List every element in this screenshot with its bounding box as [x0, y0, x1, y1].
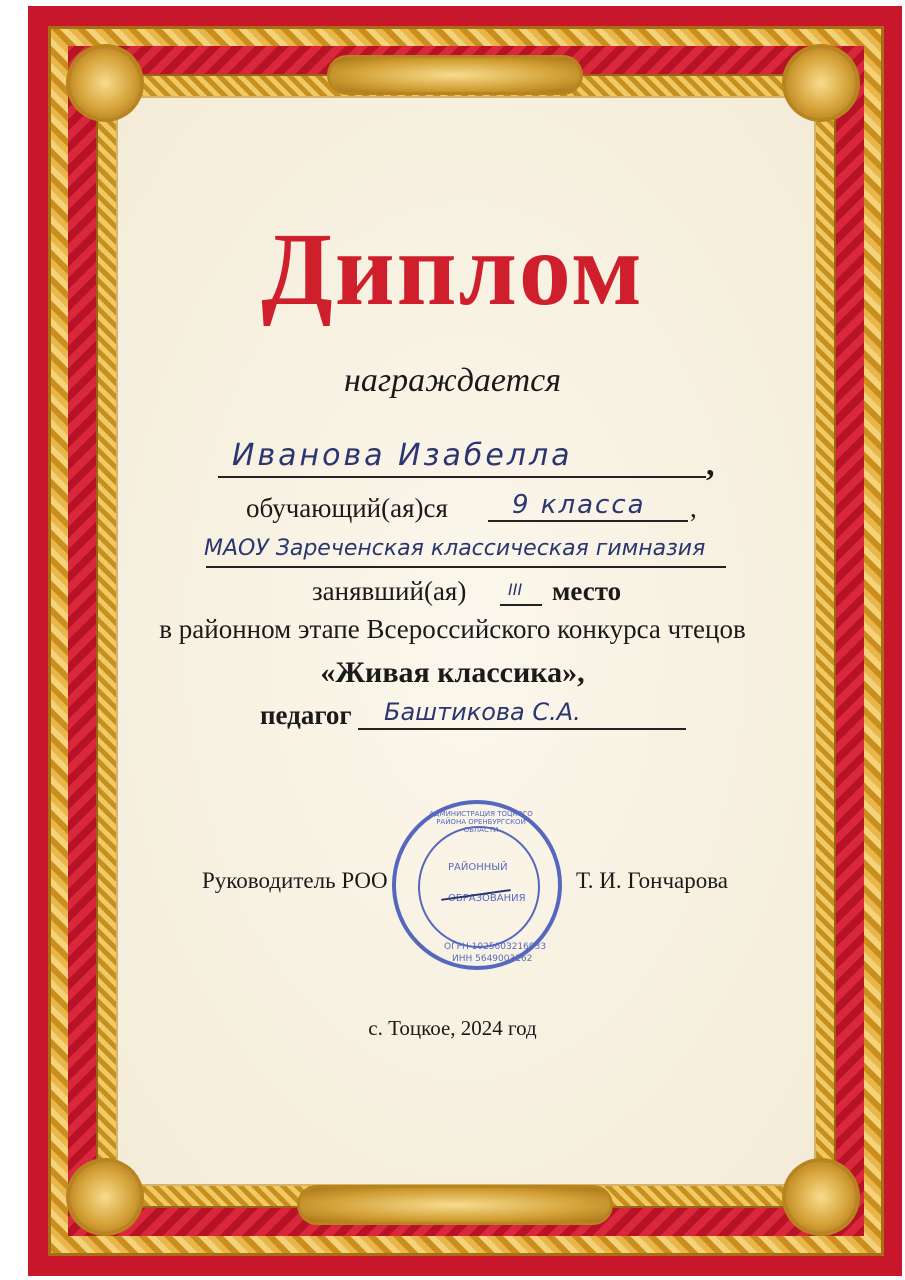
school-name: МАОУ Зареченская классическая гимназия	[204, 536, 706, 561]
head-name: Т. И. Гончарова	[576, 868, 728, 893]
footer-place-year: с. Тоцкое, 2024 год	[368, 1016, 537, 1040]
stamp-center-bottom: ОБРАЗОВАНИЯ	[448, 893, 526, 904]
contest-line: в районном этапе Всероссийского конкурса чтецов	[159, 614, 746, 644]
comma: ,	[706, 446, 715, 483]
name-underline	[218, 476, 706, 478]
stamp-outer-text: АДМИНИСТРАЦИЯ ТОЦКОГО РАЙОНА ОРЕНБУРГСКОЙ ОБЛАСТИ	[429, 810, 533, 834]
stamp-inn: ИНН 5649003162	[452, 954, 533, 964]
comma: ,	[690, 493, 697, 523]
top-center-ornament	[330, 58, 580, 92]
corner-ornament-top-left	[70, 48, 140, 118]
class-value: 9 класса	[512, 490, 646, 520]
teacher-underline	[358, 728, 686, 730]
diploma-title: Диплом	[261, 212, 644, 327]
place-word: место	[552, 576, 622, 606]
place-label: занявший(ая)	[312, 576, 467, 606]
teacher-label: педагог	[260, 700, 352, 730]
corner-ornament-top-right	[786, 48, 856, 118]
stamp-ogrn: ОГРН 1025603216033	[444, 942, 547, 952]
place-underline	[500, 604, 542, 606]
recipient-name: Иванова Изабелла	[232, 438, 573, 473]
corner-ornament-bottom-left	[70, 1162, 140, 1232]
school-underline	[206, 566, 726, 568]
teacher-name: Баштикова С.А.	[384, 698, 581, 726]
student-label: обучающий(ая)ся	[246, 493, 448, 523]
place-value: III	[508, 580, 523, 599]
corner-ornament-bottom-right	[786, 1162, 856, 1232]
awarded-label: награждается	[343, 362, 562, 399]
head-label: Руководитель РОО	[202, 868, 388, 893]
class-underline	[488, 520, 688, 522]
stamp-center-top: РАЙОННЫЙ	[448, 862, 508, 873]
contest-name: «Живая классика»,	[320, 656, 585, 689]
bottom-center-ornament	[300, 1188, 610, 1222]
